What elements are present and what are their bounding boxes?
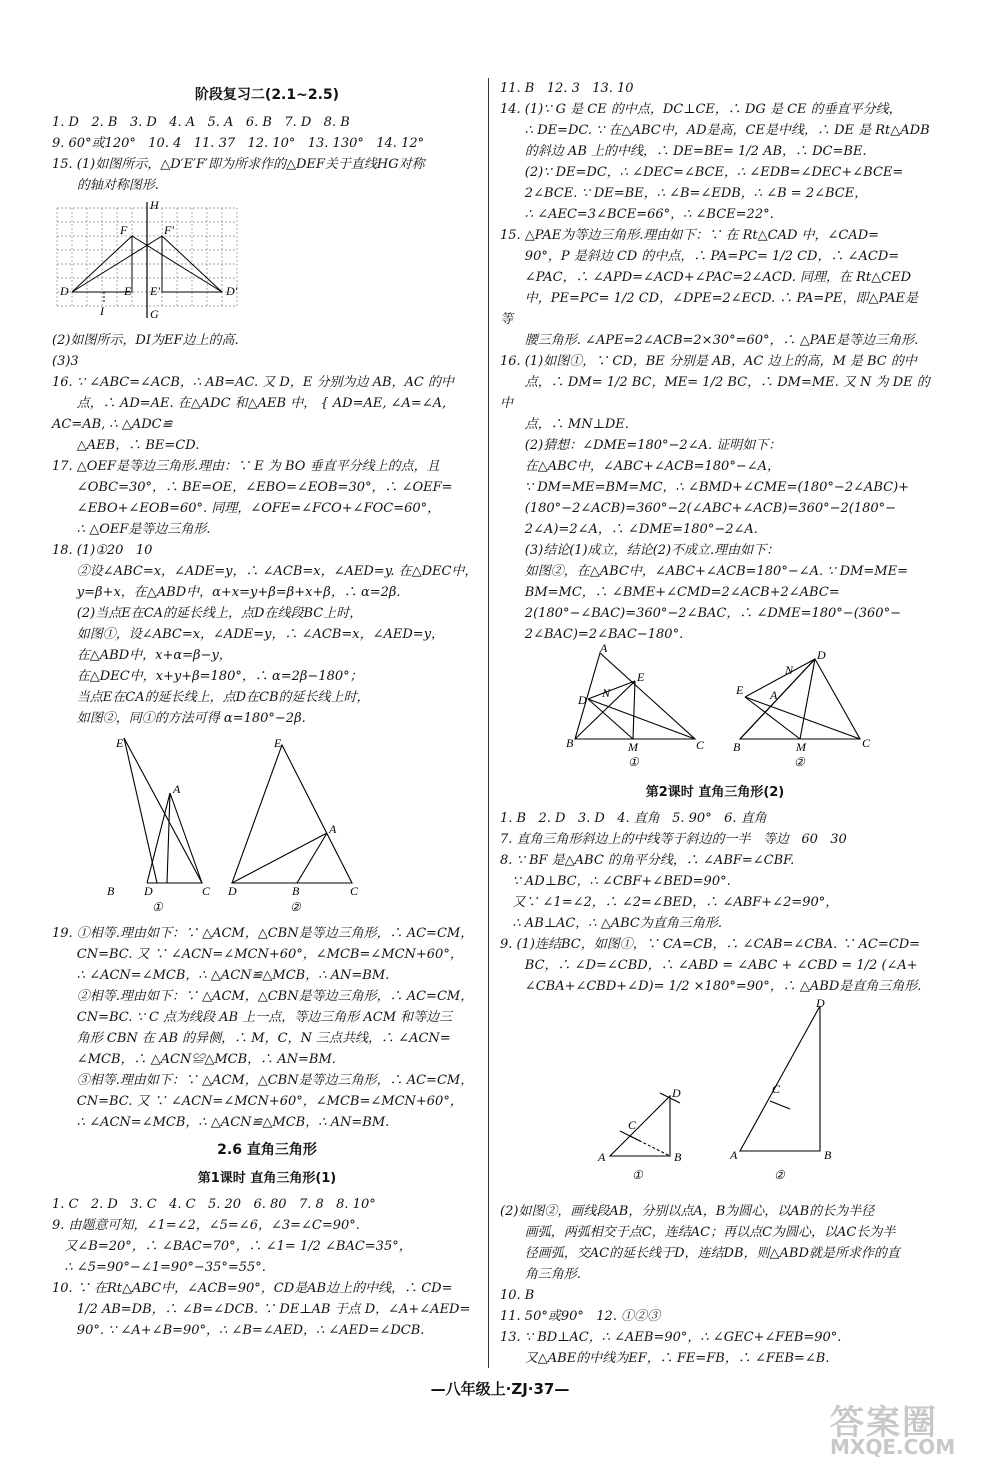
text-line: CN=BC. 又 ∵ ∠ACN=∠MCN+60°，∠MCB=∠MCN+60°， [52,947,463,962]
text-line: BM=MC，∴ ∠BME+∠CMD=2∠ACB+2∠ABC= [500,585,840,600]
text-line: 中，PE=PC= 1/2 CD，∠DPE=2∠ECD. ∴ PA=PE，即△PAE是等 [500,291,918,327]
fig9b-label-c: C [772,1082,781,1096]
fig18a-label-c: C [202,884,211,898]
text-line: 10. B [500,1288,535,1303]
fig9a-caption: ① [632,1168,643,1182]
right-block-b [500,808,930,997]
grid-figure [52,200,482,324]
text-line: ②设∠ABC=x，∠ADE=y，∴ ∠ACB=x，∠AED=y. 在△DEC中， [52,564,478,579]
fig18a-label-e: E [116,736,124,750]
fig9b-label-b: B [824,1148,832,1162]
text-line: 7. 直角三角形斜边上的中线等于斜边的一半 等边 60 30 [500,832,847,847]
grid-label-f-prime: F' [164,223,174,237]
text-line: 14. (1)∵ G 是 CE 的中点，DC⊥CE，∴ DG 是 CE 的垂直平分线， [500,102,902,117]
text-line: 2(180°−∠BAC)=360°−2∠BAC，∴ ∠DME=180°−(360°− [500,606,901,621]
fig18a-label-b: B [107,884,115,898]
fig16b-label-c: C [862,736,871,750]
text-line: 9. 60°或120° 10. 4 11. 37 12. 10° 13. 130° 14. 12° [52,136,425,151]
text-line: 17. △OEF是等边三角形.理由：∵ E 为 BO 垂直平分线上的点，且 [52,459,440,474]
text-line: ∠CBA+∠CBD+∠D)= 1/2 ×180°=90°，∴ △ABD是直角三角形. [500,979,922,994]
text-line: ∴ AB⊥AC，∴ △ABC为直角三角形. [500,916,722,931]
fig18b-label-c: C [350,884,359,898]
figure-16 [500,641,930,773]
fig9a-label-c: C [628,1118,637,1132]
text-line: 8. ∵ BF 是△ABC 的角平分线，∴ ∠ABF=∠CBF. [500,853,795,868]
fig18b-label-d: D [228,884,237,898]
text-line: ∠MCB，∴ △ACN≌△MCB，∴ AN=BM. [52,1052,336,1067]
fig16a-caption: ① [628,755,639,769]
text-line: ∴ DE=DC. ∵ 在△ABC中，AD是高，CE是中线，∴ DE 是 Rt△ADB [500,123,930,138]
fig16a-label-b: B [566,736,574,750]
text-line: 1. C 2. D 3. C 4. C 5. 20 6. 80 7. 8 8. 10° [52,1197,376,1212]
fig9b-caption: ② [774,1168,785,1182]
fig9a-label-d: D [672,1086,681,1100]
text-line: y=β+x，在△ABD中，α+x=y+β=β+x+β，∴ α=2β. [52,585,401,600]
text-line: 16. (1)如图①，∵ CD，BE 分别是 AB，AC 边上的高，M 是 BC 的中 [500,354,917,369]
fig16b-label-m: M [796,740,806,754]
text-line: ∴ ∠ACN=∠MCB，∴ △ACN≌△MCB，∴ AN=BM. [52,1115,390,1130]
text-line: 90°. ∵ ∠A+∠B=90°，∴ ∠B=∠AED，∴ ∠AED=∠DCB. [52,1323,425,1338]
figure-9 [500,996,930,1195]
text-line: 90°，P 是斜边 CD 的中点，∴ PA=PC= 1/2 CD，∴ ∠ACD= [500,249,900,264]
page-footer: —八年级上·ZJ·37— [430,1380,570,1398]
text-line: 13. ∵ BD⊥AC，∴ ∠AEB=90°，∴ ∠GEC+∠FEB=90°. [500,1330,842,1345]
fig16b-label-n: N [785,663,794,677]
text-line: 的轴对称图形. [52,178,159,193]
grid-label-d-prime: D' [226,284,238,298]
text-line: ∴ ∠5=90°−∠1=90°−35°=55°. [52,1260,266,1275]
text-line: 又∵ ∠1=∠2，∴ ∠2=∠BED，∴ ∠ABF+∠2=90°， [500,895,839,910]
left-block-b [52,330,482,729]
text-line: 角形 CBN 在 AB 的异侧，∴ M，C，N 三点共线，∴ ∠ACN= [52,1031,451,1046]
grid-label-i: I [100,304,104,318]
text-line: CN=BC. ∵ C 点为线段 AB 上一点，等边三角形 ACM 和等边三 [52,1010,453,1025]
fig16a-label-m: M [628,740,638,754]
text-line: (3)3 [52,354,79,369]
text-line: 在△ABD中，x+α=β−y， [52,648,232,663]
text-line: 点，∴ DM= 1/2 BC，ME= 1/2 BC，∴ DM=ME. 又 N 为 DE 的中 [500,375,930,411]
right-column [500,78,930,1369]
grid-label-e-prime: E' [150,284,160,298]
section-title: 阶段复习二(2.1~2.5) [194,87,340,103]
text-line: 1/2 AB=DB，∴ ∠B=∠DCB. ∵ DE⊥AB 于点 D，∠A+∠AED= [52,1302,471,1317]
fig16a-label-e: E [637,670,645,684]
text-line: 10. ∵ 在Rt△ABC中，∠ACB=90°，CD是AB边上的中线，∴ CD= [52,1281,453,1296]
right-block-a [500,78,930,645]
text-line: 在△ABC中，∠ABC+∠ACB=180°−∠A， [500,459,780,474]
watermark-url: MXQE.COM [830,1435,956,1459]
text-line: 如图①，设∠ABC=x，∠ADE=y，∴ ∠ACB=x，∠AED=y， [52,627,445,642]
text-line: 11. 50°或90° 12. ①②③ [500,1309,661,1324]
watermark-text: 答案圈 [830,1403,938,1443]
column-divider [488,78,489,1368]
left-block-c [52,923,482,1133]
text-line: △AEB，∴ BE=CD. [52,438,200,453]
text-line: 当点E在CA的延长线上，点D在CB的延长线上时， [52,690,370,705]
grid-label-d: D [60,284,69,298]
grid-label-f: F [120,223,128,237]
fig16b-label-a: A [770,688,778,702]
watermark-logo [830,1395,980,1459]
fig18a-caption: ① [152,900,163,914]
text-line: 2∠BAC)=2∠BAC−180°. [500,627,684,642]
fig16b-label-b: B [733,740,741,754]
text-line: ∠EBO+∠EOB=60°. 同理，∠OFE=∠FCO+∠FOC=60°， [52,501,441,516]
text-line: 9. 由题意可知，∠1=∠2，∠5=∠6，∠3=∠C=90°. [52,1218,360,1233]
fig16b-label-d: D [817,648,826,662]
fig18a-label-d: D [144,884,153,898]
grid-label-g: G [150,307,159,321]
left-block-a [52,112,482,196]
fig18b-label-a: A [329,822,337,836]
fig18b-label-e: E [274,736,282,750]
text-line: (2)如图②，画线段AB，分别以点A，B为圆心，以AB的长为半径 [500,1204,875,1219]
lesson-1-title: 第1课时 直角三角形(1) [197,1171,337,1186]
left-block-d [52,1194,482,1341]
right-block-c [500,1201,930,1369]
fig16b-label-e: E [736,683,744,697]
text-line: (2)当点E在CA的延长线上，点D在线段BC上时， [52,606,363,621]
text-line: (3)结论(1)成立，结论(2)不成立.理由如下： [500,543,780,558]
text-line: 2∠BCE. ∵ DE=BE，∴ ∠B=∠EDB，∴ ∠B = 2∠BCE， [500,186,868,201]
text-line: ∵ DM=ME=BM=MC，∴ ∠BMD+∠CME=(180°−2∠ABC)+ [500,480,910,495]
grid-label-h: H [150,198,159,212]
text-line: 2∠A)=2∠A，∴ ∠DME=180°−2∠A. [500,522,758,537]
text-line: (2)猜想：∠DME=180°−2∠A. 证明如下： [500,438,782,453]
fig9b-label-d: D [816,996,825,1010]
text-line: BC，∴ ∠D=∠CBD，∴ ∠ABD = ∠ABC + ∠CBD = 1/2 (∠A+ [500,958,918,973]
lesson-2-title: 第2课时 直角三角形(2) [645,785,785,800]
text-line: 又△ABE的中线为EF，∴ FE=FB，∴ ∠FEB=∠B. [500,1351,830,1366]
fig16b-caption: ② [794,755,805,769]
text-line: 18. (1)①20 10 [52,543,153,558]
fig16a-label-n: N [602,686,611,700]
fig18b-label-b: B [292,884,300,898]
text-line: ∴ ∠AEC=3∠BCE=66°，∴ ∠BCE=22°. [500,207,774,222]
text-line: 角三角形. [500,1267,581,1282]
text-line: ∵ AD⊥BC，∴ ∠CBF+∠BED=90°. [500,874,731,889]
text-line: ②相等.理由如下：∵ △ACM，△CBN是等边三角形，∴ AC=CM， [52,989,474,1004]
text-line: 点，∴ MN⊥DE. [500,417,629,432]
text-line: ∠OBC=30°，∴ BE=OE，∠EBO=∠EOB=30°，∴ ∠OEF= [52,480,453,495]
fig9b-label-a: A [730,1148,738,1162]
fig9a-label-a: A [598,1150,606,1164]
text-line: ∴ ∠ACN=∠MCB，∴ △ACN≌△MCB，∴ AN=BM. [52,968,390,983]
fig18b-caption: ② [290,900,301,914]
text-line: (180°−2∠ACB)=360°−2(∠ABC+∠ACB)=360°−2(180°− [500,501,897,516]
text-line: 径画弧，交AC的延长线于D，连结DB，则△ABD就是所求作的直 [500,1246,900,1261]
text-line: ∴ △OEF是等边三角形. [52,522,211,537]
text-line: 11. B 12. 3 13. 10 [500,81,634,96]
text-line: 19. ①相等.理由如下：∵ △ACM，△CBN是等边三角形，∴ AC=CM， [52,926,474,941]
left-column [52,78,482,1341]
text-line: 画弧，两弧相交于点C，连结AC；再以点C为圆心，以AC长为半 [500,1225,896,1240]
text-line: ③相等.理由如下：∵ △ACM，△CBN是等边三角形，∴ AC=CM， [52,1073,474,1088]
fig16a-label-a: A [600,641,608,655]
text-line: 16. ∵ ∠ABC=∠ACB，∴ AB=AC. 又 D，E 分别为边 AB，AC 的中 [52,375,454,390]
text-line: 又∠B=20°，∴ ∠BAC=70°，∴ ∠1= 1/2 ∠BAC=35°， [52,1239,412,1254]
text-line: 1. D 2. B 3. D 4. A 5. A 6. B 7. D 8. B [52,115,350,130]
section-2-6-title: 2.6 直角三角形 [217,1142,317,1158]
text-line: 如图②，在△ABC中，∠ABC+∠ACB=180°−∠A. ∵ DM=ME= [500,564,908,579]
text-line: ∠PAC，∴ ∠APD=∠ACD+∠PAC=2∠ACD. 同理，在 Rt△CED [500,270,911,285]
text-line: 的斜边 AB 上的中线，∴ DE=BE= 1/2 AB，∴ DC=BE. [500,144,867,159]
text-line: 如图②，同①的方法可得 α=180°−2β. [52,711,306,726]
figure-18 [52,733,482,917]
fig16a-label-d: D [578,693,587,707]
text-line: 点，∴ AD=AE. 在△ADC 和△AEB 中， { AD=AE, ∠A=∠A, AC=AB, ∴ △ADC≌ [52,396,451,432]
text-line: 15. (1)如图所示，△D′E′F′即为所求作的△DEF关于直线HG对称 [52,157,425,172]
text-line: 腰三角形. ∠APE=2∠ACB=2×30°=60°，∴ △PAE是等边三角形. [500,333,919,348]
text-line: (2)∵ DE=DC，∴ ∠DEC=∠BCE，∴ ∠EDB=∠DEC+∠BCE= [500,165,904,180]
text-line: (2)如图所示，DI为EF边上的高. [52,333,239,348]
fig16a-label-c: C [696,738,705,752]
text-line: CN=BC. 又 ∵ ∠ACN=∠MCN+60°，∠MCB=∠MCN+60°， [52,1094,463,1109]
text-line: 在△DEC中，x+y+β=180°，∴ α=2β−180°； [52,669,363,684]
text-line: 9. (1)连结BC，如图①，∵ CA=CB，∴ ∠CAB=∠CBA. ∵ AC=CD= [500,937,921,952]
fig9a-label-b: B [674,1150,682,1164]
text-line: 15. △PAE为等边三角形.理由如下：∵ 在 Rt△CAD 中，∠CAD= [500,228,880,243]
text-line: 1. B 2. D 3. D 4. 直角 5. 90° 6. 直角 [500,811,767,826]
fig18a-label-a: A [173,782,181,796]
grid-label-e: E [124,284,132,298]
